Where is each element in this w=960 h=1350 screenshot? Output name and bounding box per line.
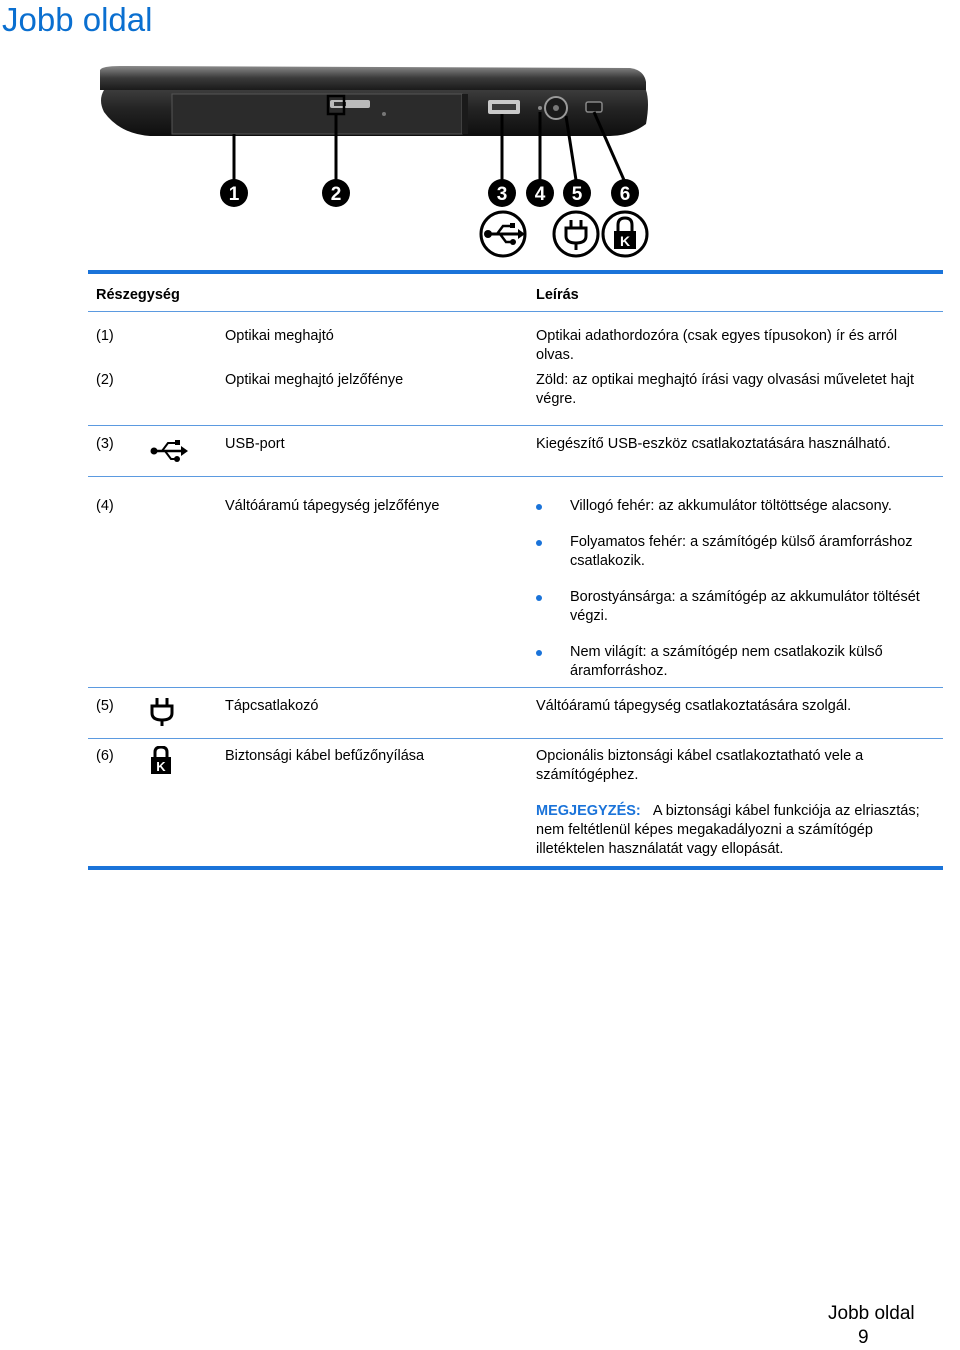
- table-row: [88, 739, 943, 866]
- note-label: MEGJEGYZÉS:: [536, 803, 641, 819]
- note: [536, 802, 936, 859]
- row-component: Optikai meghajtó jelzőfénye: [225, 372, 404, 388]
- row-description: Optikai adathordozóra (csak egyes típusokon) ír és arról olvas.: [536, 328, 898, 363]
- svg-text:K: K: [619, 233, 631, 249]
- svg-text:6: 6: [619, 184, 631, 205]
- laptop-right-side-illustration: [90, 62, 660, 262]
- row-component: Optikai meghajtó: [225, 328, 334, 344]
- bullet-icon: [536, 540, 542, 546]
- table-row: [88, 688, 943, 738]
- laptop-body: [100, 66, 648, 136]
- row-number: (5): [96, 698, 114, 714]
- page-footer: [828, 1302, 960, 1350]
- footer-section: Jobb oldal: [828, 1303, 915, 1324]
- row-description: Zöld: az optikai meghajtó írási vagy olvasási műveletet hajt végre.: [536, 372, 914, 407]
- note-text: A biztonsági kábel funkciója az elriasztás; nem feltétlenül képes megakadályozni a számítógép illetéktelen használatát vagy ellopását.: [536, 803, 920, 857]
- row-component: Biztonsági kábel befűzőnyílása: [225, 748, 425, 764]
- callout-1: [220, 179, 248, 207]
- bullet-icon: [536, 650, 542, 656]
- row-number: (4): [96, 498, 114, 514]
- usb-icon: [481, 212, 525, 256]
- row-description-bullets: [536, 497, 936, 681]
- power-plug-icon: [554, 212, 598, 256]
- callout-5: [563, 179, 591, 207]
- row-number: (2): [96, 372, 114, 388]
- callout-3: [488, 179, 516, 207]
- row-number: (1): [96, 328, 114, 344]
- power-plug-icon: [150, 698, 174, 732]
- usb-icon: [150, 440, 188, 468]
- header-description: Leírás: [536, 287, 579, 303]
- svg-text:2: 2: [330, 184, 342, 205]
- row-number: (3): [96, 436, 114, 452]
- svg-text:1: 1: [228, 184, 240, 205]
- table-row: [88, 477, 943, 687]
- page-title: Jobb oldal: [2, 1, 153, 38]
- row-description: Opcionális biztonsági kábel csatlakoztatható vele a számítógéphez.: [536, 748, 864, 783]
- list-item: Folyamatos fehér: a számítógép külső áramforráshoz csatlakozik.: [536, 533, 936, 571]
- row-description: Váltóáramú tápegység csatlakoztatására szolgál.: [536, 698, 852, 714]
- bullet-icon: [536, 504, 542, 510]
- table-row: [88, 426, 943, 476]
- callout-6: [611, 179, 639, 207]
- row-number: (6): [96, 748, 114, 764]
- list-item: Borostyánsárga: a számítógép az akkumulátor töltését végzi.: [536, 588, 936, 626]
- security-lock-icon: [603, 212, 647, 256]
- table-row: [88, 369, 943, 425]
- callout-2: [322, 179, 350, 207]
- svg-text:K: K: [156, 759, 166, 774]
- row-component: Váltóáramú tápegység jelzőfénye: [225, 498, 440, 514]
- svg-text:5: 5: [571, 184, 583, 205]
- components-table: [88, 270, 943, 870]
- security-lock-icon: [150, 746, 172, 780]
- list-item: Villogó fehér: az akkumulátor töltöttsége alacsony.: [536, 497, 936, 516]
- callout-4: [526, 179, 554, 207]
- table-header-row: [88, 274, 943, 311]
- row-description: Kiegészítő USB-eszköz csatlakoztatására használható.: [536, 436, 891, 452]
- footer-page-number: 9: [858, 1327, 869, 1348]
- bullet-icon: [536, 595, 542, 601]
- list-item: Nem világít: a számítógép nem csatlakozik külső áramforráshoz.: [536, 643, 936, 681]
- svg-text:3: 3: [496, 184, 508, 205]
- header-component: Részegység: [96, 287, 180, 303]
- svg-text:4: 4: [534, 184, 546, 205]
- table-bottom-rule: [88, 866, 943, 870]
- table-row: [88, 312, 943, 369]
- row-component: USB-port: [225, 436, 285, 452]
- row-component: Tápcsatlakozó: [225, 698, 319, 714]
